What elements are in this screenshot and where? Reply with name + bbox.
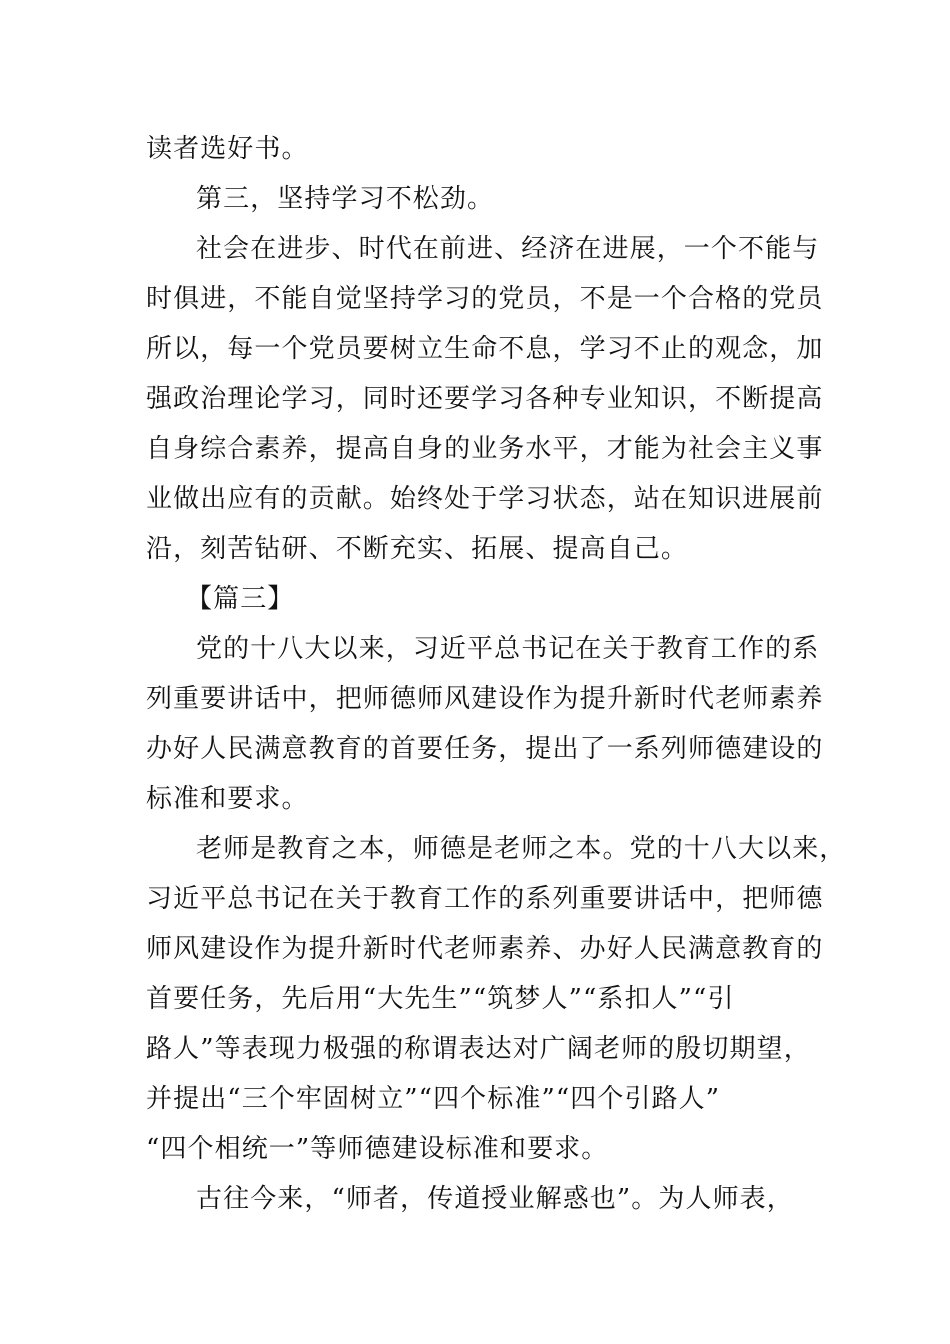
text-line: 所以，每一个党员要树立生命不息，学习不止的观念，加 [146, 334, 824, 364]
text-line: 列重要讲话中，把师德师风建设作为提升新时代老师素养 [146, 684, 824, 714]
text-line: 首要任务，先后用“大先生”“筑梦人”“系扣人”“引 [146, 984, 735, 1014]
section-heading: 第三，坚持学习不松劲。 [196, 184, 495, 214]
text-line: 老师是教育之本，师德是老师之本。党的十八大以来， [196, 834, 847, 864]
text-line: 古往今来，“师者，传道授业解惑也”。为人师表， [196, 1184, 794, 1214]
text-line: 并提出“三个牢固树立”“四个标准”“四个引路人” [146, 1084, 721, 1114]
text-line: 社会在进步、时代在前进、经济在进展，一个不能与 [196, 234, 820, 264]
text-line: 党的十八大以来，习近平总书记在关于教育工作的系 [196, 634, 820, 664]
text-line: 习近平总书记在关于教育工作的系列重要讲话中，把师德 [146, 884, 824, 914]
text-line: 路人”等表现力极强的称谓表达对广阔老师的殷切期望， [146, 1034, 811, 1064]
text-line: 沿，刻苦钻研、不断充实、拓展、提高自己。 [146, 534, 689, 564]
text-line: 时俱进，不能自觉坚持学习的党员，不是一个合格的党员 [146, 284, 824, 314]
text-line: 读者选好书。 [146, 134, 309, 164]
text-line: 办好人民满意教育的首要任务，提出了一系列师德建设的 [146, 734, 824, 764]
text-line: 自身综合素养，提高自身的业务水平，才能为社会主义事 [146, 434, 824, 464]
part-heading: 【篇三】 [186, 584, 295, 614]
text-line: “四个相统一”等师德建设标准和要求。 [146, 1134, 609, 1164]
text-line: 业做出应有的贡献。始终处于学习状态，站在知识进展前 [146, 484, 824, 514]
text-line: 强政治理论学习，同时还要学习各种专业知识，不断提高 [146, 384, 824, 414]
text-line: 标准和要求。 [146, 784, 309, 814]
text-line: 师风建设作为提升新时代老师素养、办好人民满意教育的 [146, 934, 824, 964]
